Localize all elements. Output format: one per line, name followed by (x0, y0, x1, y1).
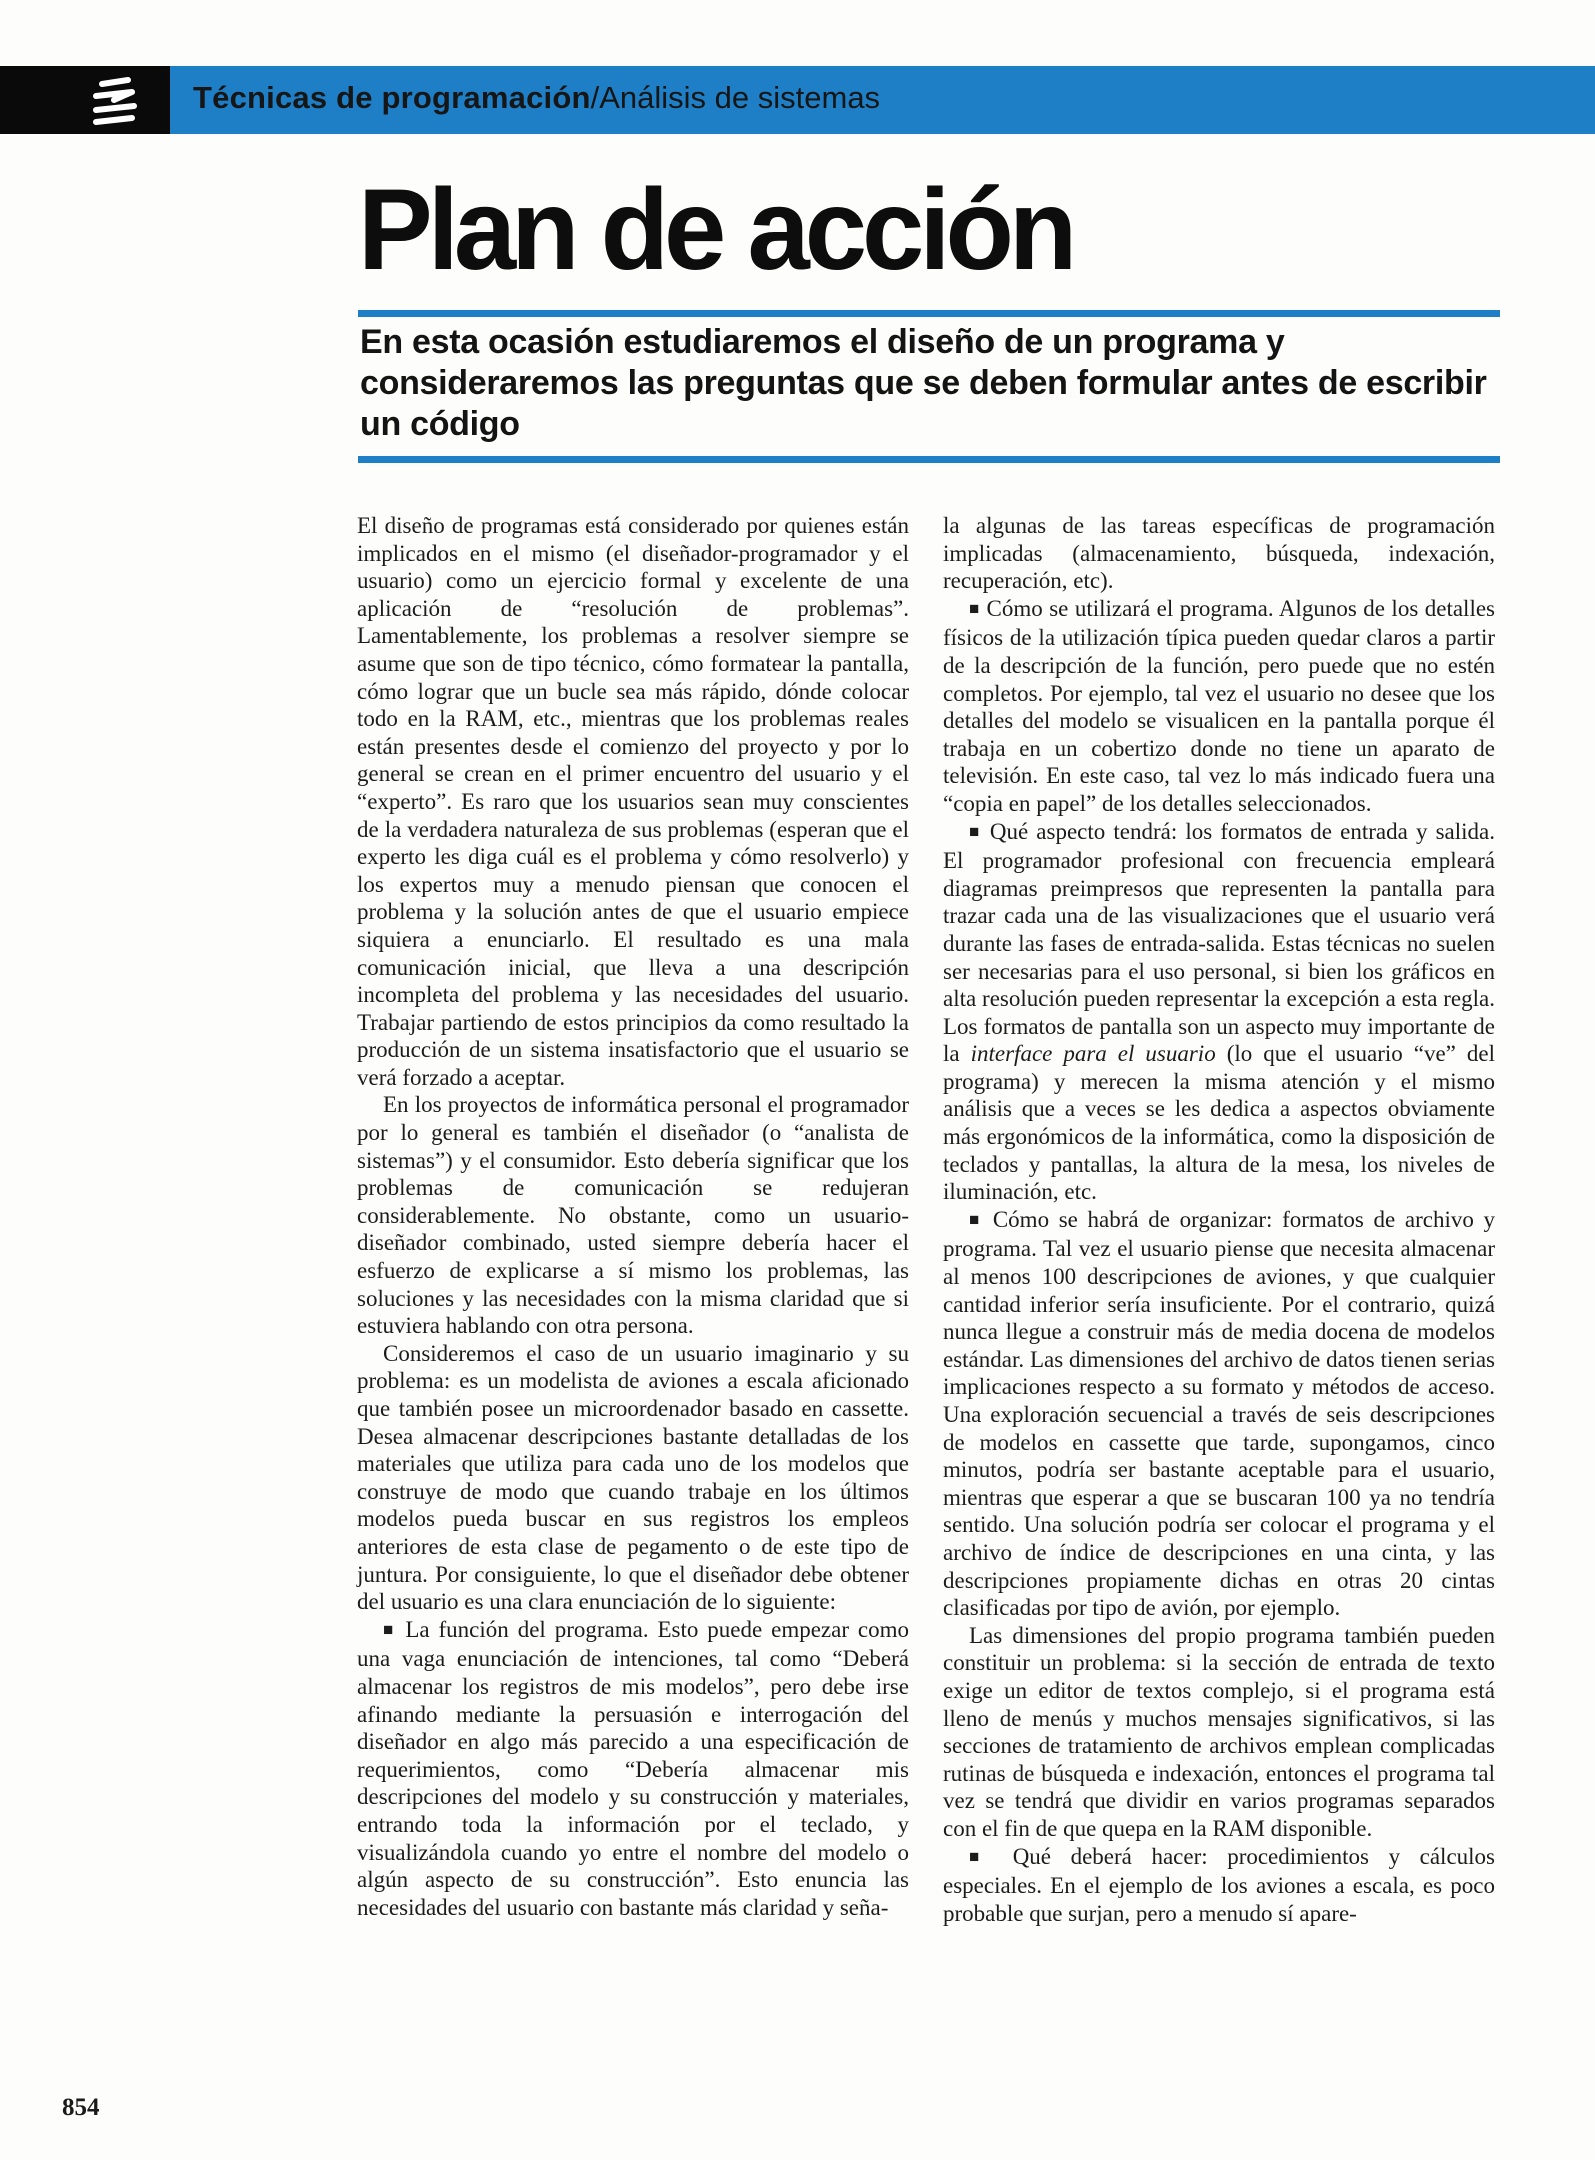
list-item (357, 1616, 909, 1922)
emphasis-term: interface para el usuario (970, 1041, 1216, 1067)
paragraph: Consideremos el caso de un usuario imaginario y su problema: es un modelista de aviones a escala aficionado que también posee un microordenador basado en cassette. Desea almacenar descripciones bastante detalladas de los materiales que utiliza para cada uno de los modelos que construye de modo que cuando trabaje en los últimos modelos pueda buscar en sus registros los empleos anteriores de esta clase de pegamento o de este tipo de juntura. Por consiguiente, lo que el diseñador debe obtener del usuario es una clara enunciación de lo siguiente: (357, 1340, 909, 1615)
article-subtitle: En esta ocasión estudiaremos el diseño de un programa y consideraremos las preguntas que se deben formular antes de escribir un código (360, 323, 1487, 443)
section-title: Técnicas de programación (193, 80, 591, 115)
square-bullet-icon: ■ (969, 598, 980, 618)
right-column (943, 512, 1495, 1927)
list-item (943, 818, 1495, 1206)
square-bullet-icon: ■ (969, 1846, 994, 1866)
bottom-rule (358, 456, 1500, 463)
list-item-text: La función del programa. Esto puede empezar como una vaga enunciación de intenciones, tal como “Deberá almacenar los registros de mis modelos”, pero debe irse afinando mediante la persuasión e interrogación del diseñador en algo más parecido a una especificación de requerimientos, como “Debería almacenar mis descripciones del modelo y su construcción y materiales, entrando toda la información por el teclado, y visualizándola cuando yo entre el nombre del modelo o algún aspecto de su construcción”. Esto enuncia las necesidades del usuario con bastante más claridad y seña- (357, 1616, 910, 1920)
section-subtitle: /Análisis de sistemas (590, 80, 881, 115)
page-number: 854 (62, 2094, 100, 2121)
square-bullet-icon: ■ (383, 1619, 397, 1639)
list-item-text: Qué aspecto tendrá: los formatos de entrada y salida. El programador profesional con frecuencia empleará diagramas preimpresos que representen la pantalla para trazar cada una de las visualizaciones que el usuario verá durante las fases de entrada-salida. Estas técnicas no suelen ser necesarias para el uso personal, si bien los gráficos en alta resolución pueden representar la excepción a esta regla. Los formatos de pantalla son un aspecto muy importante de la (943, 818, 1495, 1067)
top-rule (358, 310, 1500, 317)
series-logo (0, 66, 170, 134)
paragraph: Las dimensiones del propio programa también pueden constituir un problema: si la sección de entrada de texto exige un editor de textos complejo, si el programa está lleno de menús y muchos mensajes significativos, si las secciones de tratamiento de archivos emplean complicadas rutinas de búsqueda e indexación, entonces el programa tal vez se tendrá que dividir en varios programas separados con el fin de que quepa en la RAM disponible. (943, 1622, 1495, 1841)
left-column (357, 512, 909, 1921)
list-item-text: Cómo se utilizará el programa. Algunos de los detalles físicos de la utilización típica pueden quedar claros a partir de la descripción de la función, pero puede que no estén completos. Por ejemplo, tal vez el usuario no desee que los detalles del modelo se visualicen en la pantalla porque él trabaja en un cobertizo donde no tiene un aparato de televisión. En este caso, tal vez lo más indicado fuera una “copia en papel” de los detalles seleccionados. (943, 595, 1495, 816)
list-item-text: Cómo se habrá de organizar: formatos de archivo y programa. Tal vez el usuario piense que necesita almacenar al menos 100 descripciones de aviones, y que cualquier cantidad inferior sería insuficiente. Por el contrario, quizá nunca llegue a construir más de media docena de modelos estándar. Las dimensiones del archivo de datos tienen serias implicaciones respecto a su formato y métodos de acceso. Una exploración secuencial a través de seis descripciones de modelos en cassette que tarde, supongamos, cinco minutos, podría ser bastante aceptable para el usuario, mientras que esperar a que se buscaran 100 ya no tendría sentido. Una solución podría ser colocar el programa y el archivo de índice de descripciones en una cinta, y las descripciones propiamente dichas en otras 20 cintas clasificadas por tipo de avión, por ejemplo. (943, 1206, 1495, 1621)
list-item (943, 1843, 1495, 1928)
section-header (193, 78, 880, 118)
article-title: Plan de acción (358, 165, 1073, 294)
square-bullet-icon: ■ (969, 821, 982, 841)
square-bullet-icon: ■ (969, 1209, 984, 1229)
list-item (943, 595, 1495, 818)
paragraph: El diseño de programas está considerado por quienes están implicados en el mismo (el diseñador-programador y el usuario) como un ejercicio formal y excelente de una aplicación de “resolución de problemas”. Lamentablemente, los problemas a resolver siempre se asume que son de tipo técnico, cómo formatear la pantalla, cómo lograr que un bucle sea más rápido, dónde colocar todo en la RAM, etc., mientras que los problemas reales están presentes desde el comienzo del proyecto y por lo general se crean en el primer encuentro del usuario y el “experto”. Es raro que los usuarios sean muy conscientes de la verdadera naturaleza de sus problemas (esperan que el experto les diga cuál es el problema y cómo resolverlo) y los expertos muy a menudo piensan que conocen el problema y la solución antes de que el usuario empiece siquiera a enunciarlo. El resultado es una mala comunicación inicial, que lleva a una descripción incompleta del problema y las necesidades del usuario. Trabajar partiendo de estos principios da como resultado la producción de un sistema insatisfactorio que el usuario se verá forzado a aceptar. (357, 513, 909, 1090)
paragraph: En los proyectos de informática personal el programador por lo general es también el diseñador (o “analista de sistemas”) y el consumidor. Esto debería significar que los problemas de comunicación se redujeran considerablemente. No obstante, como un usuario-diseñador combinado, usted siempre debería hacer el esfuerzo de explicarse a sí mismo los problemas, las soluciones y las necesidades con la misma claridad que si estuviera hablando con otra persona. (357, 1092, 909, 1339)
list-item-text: (lo que el usuario “ve” del programa) y merecen la misma atención y el mismo análisis que a veces se les dedica a aspectos obviamente más ergonómicos de la informática, como la disposición de teclados y pantallas, la altura de la mesa, los niveles de iluminación, etc. (943, 1041, 1495, 1205)
list-item (943, 1206, 1495, 1622)
stacked-lines-logo-icon (88, 76, 148, 126)
paragraph: la algunas de las tareas específicas de programación implicadas (almacenamiento, búsqueda, indexación, recuperación, etc). (943, 513, 1495, 594)
list-item-text: Qué deberá hacer: procedimientos y cálculos especiales. En el ejemplo de los aviones a escala, es poco probable que surjan, pero a menudo sí apare- (943, 1843, 1495, 1926)
